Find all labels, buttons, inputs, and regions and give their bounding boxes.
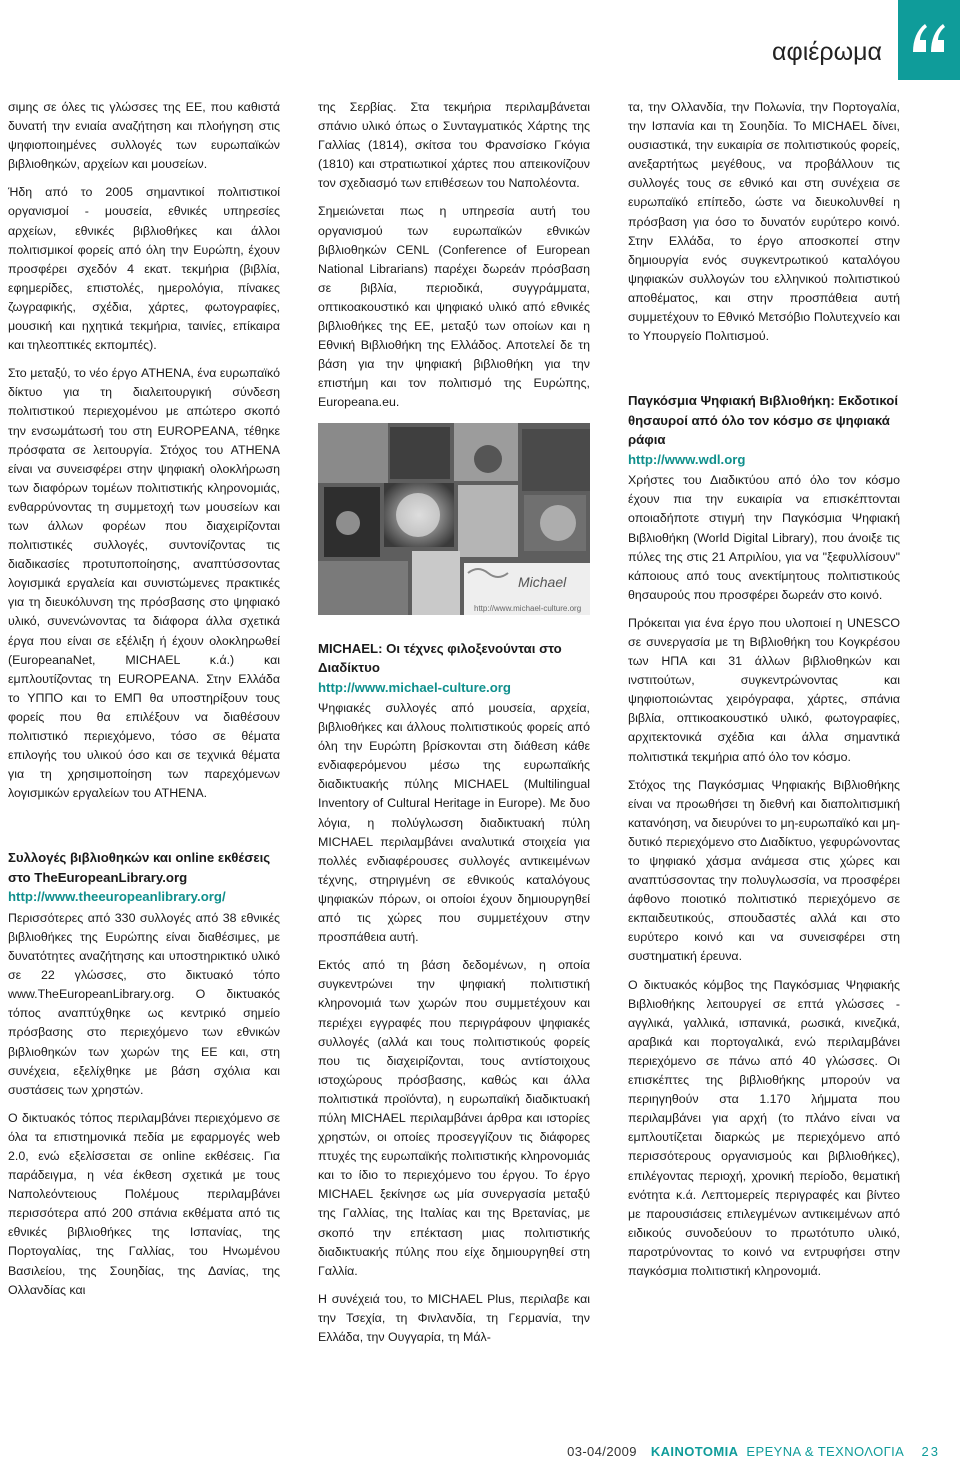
paragraph: Στόχος της Παγκόσμιας Ψηφιακής Βιβλιοθήκης είναι να προωθήσει τη διεθνή και διαπολιτισμική κατανόηση, να διευρύνει το μη-ευρωπαϊκό και μη-δυτικό περιεχόμενο στο Διαδίκτυο, γεφυρώνοντας το ψηφιακό χάσμα ανάμεσα στις χώρες και αναπτύσσοντας την πολυγλωσσία, να προσφέρει άφθονο ποιοτικό πολιτιστικό περιεχόμενο σε εκπαιδευτικούς, σπουδαστές αλλά και στο ευρύτερο κοινό και να συνεισφέρει στη συστηματική έρευνα.	[628, 777, 900, 964]
issue-date: 03-04/2009	[567, 1444, 637, 1459]
paragraph: Ο δικτυακός κόμβος της Παγκόσμιας Ψηφιακής Βιβλιοθήκης λειτουργεί σε επτά γλώσσες - αγγλικά, γαλλικά, ισπανικά, ρωσικά, κινεζικά, αραβικά και πορτογαλικά, ενώ περιλαμβάνει περιεχόμενο σε πάνω από 40 γλώσσες. Οι επισκέπτες της βιβλιοθήκης μπορούν να περιηγηθούν στα 1.170 λήμματα που περιλαμβάνει για αρχή (το πλάνο είναι να εμπλουτίζεται διαρκώς με περιεχόμενο από περισσότερους οργανισμούς και βιβλιοθήκες), επιλέγοντας περιοχή, χρονική περίοδο, θεματική ενότητα κ.ά. Λεπτομερείς περιγραφές και βίντεο με παρουσιάσεις επιλεγμένων αντικειμένων από ειδικούς συνοδεύουν το πρωτότυπο υλικό, παροτρύνοντας το κοινό να εντρυφήσει στην παγκόσμια πολιτιστική κληρονομιά.	[628, 977, 900, 1278]
paragraph: τα, την Ολλανδία, την Πολωνία, την Πορτογαλία, την Ισπανία και τη Σουηδία. Το MICHAEL δίνει, ουσιαστικά, την ευκαιρία σε πολιτιστικούς φορείς, ανεξαρτήτως μεγέθους, να προβάλλουν τις συλλογές τους σε εθνικό και στη συνέχεια σε ευρωπαϊκό επίπεδο, ώστε να διευκολυνθεί η πρόσβαση για όσο το δυνατόν ευρύτερο κοινό. Στην Ελλάδα, το έργο αποσκοπεί στην δημιουργία ενός συγκεντρωτικού καταλόγου ψηφιακών συλλογών του ελληνικού πολιτιστικού αποθέματος, και στην προσπάθεια αυτή συμμετέχουν το Εθνικό Μετσόβιο Πολυτεχνείο και το Υπουργείο Πολιτισμού.	[628, 100, 900, 344]
paragraph: Πρόκειται για ένα έργο που υλοποιεί η UNESCO σε συνεργασία με τη Βιβλιοθήκη του Κογκρέσου των ΗΠΑ και 31 άλλων βιβλιοθηκών και ινστιτούτων, συγκεντρώνοντας και ψηφιοποιώντας χειρόγραφα, χάρτες, σπάνια βιβλία, οπτικοακουστικό υλικό, φωτογραφίες, αρχιτεκτονικά σχέδια και άλλα σημαντικά πολιτιστικά τεκμήρια από όλο τον κόσμο.	[628, 615, 900, 764]
europeanlibrary-link[interactable]: http://www.theeuropeanlibrary.org/	[8, 889, 226, 905]
spacer	[8, 812, 280, 848]
section-heading-wdl	[628, 391, 900, 469]
paragraph: Ήδη από το 2005 σημαντικοί πολιτιστικοί οργανισμοί - μουσεία, εθνικές υπηρεσίες αρχείων, εθνικές βιβλιοθήκες και άλλοι πολιτισμικοί φορείς από όλη την Ευρώπη, έχουν προσφέρει σχεδόν 4 εκατ. τεκμήρια (βιβλία, εφημερίδες, επιστολές, ημερολόγια, πίνακες ζωγραφικής, σχέδια, χάρτες, φωτογραφίες, μουσική και ηχητικά τεκμήρια, ταινίες, επίκαιρα και τηλεοπτικές εκπομπές).	[8, 185, 280, 353]
section-heading-europeanlibrary	[8, 848, 280, 907]
paragraph: Σημειώνεται πως η υπηρεσία αυτή του οργανισμού των ευρωπαϊκών εθνικών βιβλιοθηκών CENL (Conference of European National Librarians) παρέχει δωρεάν πρόσβαση σε βιβλία, περιοδικά, συγγράμματα, οπτικοακουστικό και ψηφιακό υλικό από εθνικές βιβλιοθήκες της ΕΕ, μεταξύ των οποίων και η Εθνική Βιβλιοθήκη της Ελλάδος. Αποτελεί δε τη βάση για την ψηφιακή βιβλιοθήκη για την επιστήμη και τον πολιτισμό της Ευρώπης, Europeana.eu.	[318, 204, 590, 410]
michael-collage-image	[318, 423, 590, 615]
wdl-link[interactable]: http://www.wdl.org	[628, 451, 746, 467]
page-footer	[567, 1444, 940, 1459]
paragraph: Εκτός από τη βάση δεδομένων, η οποία συγκεντρώνει την ψηφιακή πολιτιστική κληρονομιά των χωρών που συμμετέχουν και περιέχει εγγραφές που περιγράφουν ψηφιακές συλλογές (αλλά και τους πολιτιστικούς φορείς που τις διαχειρίζονται, τους αντίστοιχους ιστοχώρους πρόσβασης, καθώς και άλλα πολιτιστικά προϊόντα), η ευρωπαϊκή διαδικτυακή πύλη MICHAEL περιλαμβάνει άρθρα και ιστορίες χρηστών, οι οποίες προσεγγίζουν τις διάφορες πτυχές της ευρωπαϊκής πολιτιστικής κληρονομιάς και το ίδιο το περιεχόμενο του έργου. Το έργο MICHAEL ξεκίνησε ως μία συνεργασία μεταξύ της Γαλλίας, της Ιταλίας και της Βρετανίας, με σκοπό την επέκταση μιας πολιτιστικής διαδικτυακής πύλης που είχε δημιουργηθεί στη Γαλλία.	[318, 958, 590, 1278]
heading-text: Συλλογές βιβλιοθηκών και online εκθέσεις στο TheEuropeanLibrary.org	[8, 850, 271, 885]
heading-text: Παγκόσμια Ψηφιακή Βιβλιοθήκη: Εκδοτικοί θησαυροί από όλο τον κόσμο σε ψηφιακά ράφια	[628, 393, 898, 448]
section-heading-michael	[318, 639, 590, 698]
column-1	[8, 98, 280, 1309]
paragraph: σιμης σε όλες τις γλώσσες της ΕΕ, που καθιστά δυνατή την ενιαία αναζήτηση και πλοήγηση στις ψηφιοποιημένες συλλογές των ευρωπαϊκών βιβλιοθηκών, αρχείων και μουσείων.	[8, 100, 280, 172]
quote-mark-box	[898, 0, 960, 80]
paragraph: της Σερβίας. Στα τεκμήρια περιλαμβάνεται σπάνιο υλικό όπως ο Συνταγματικός Χάρτης της Γαλλίας (1814), σκίτσα του Φρανσίσκο Γκόγια (1810) και στρατιωτικοί χάρτες που απεικονίζουν τον σχεδιασμό των επιθέσεων του Ναπολέοντα.	[318, 100, 590, 191]
column-2	[318, 98, 590, 1356]
spacer	[628, 355, 900, 391]
paragraph: Χρήστες του Διαδικτύου από όλο τον κόσμο έχουν πια την ευκαιρία να επισκέπτονται οποιαδήποτε στιγμή την Παγκόσμια Ψηφιακή Βιβλιοθήκη (World Digital Library), που άνοιξε τις πύλες της στις 21 Απριλίου, για να "ξεφυλλίσουν" κάποιους από τους ανεκτίμητους πολιτιστικούς θησαυρούς που προσφέρει δωρεάν στο κοινό.	[628, 473, 900, 602]
column-3	[628, 98, 900, 1290]
collage-caption: Michael	[518, 573, 567, 590]
paragraph: Ψηφιακές συλλογές από μουσεία, αρχεία, βιβλιοθήκες και άλλους πολιτιστικούς φορείς από όλη την Ευρώπη βρίσκονται στη διάθεση κάθε ενδιαφερόμενου μέσω της ευρωπαϊκής διαδικτυακής πύλης MICHAEL (Multilingual Inventory of Cultural Heritage in Europe). Με δυο λόγια, η πολύγλωσση διαδικτυακή πύλη MICHAEL περιλαμβάνει αναλυτικά στοιχεία για πολλές ενδιαφέρουσες συλλογές αντικειμένων τέχνης, στηριγμένη σε εθνικούς καταλόγους ψηφιακών πόρων, οι οποίοι έχουν δημιουργηθεί από τις χώρες που συμμετέχουν στην προσπάθεια αυτή.	[318, 701, 590, 945]
collage-url-text: http://www.michael-culture.org	[474, 603, 582, 613]
section-title: αφιέρωμα	[772, 38, 882, 66]
michael-link[interactable]: http://www.michael-culture.org	[318, 679, 511, 695]
quote-mark-icon	[909, 22, 949, 58]
heading-text: MICHAEL: Οι τέχνες φιλοξενούνται στο Διαδίκτυο	[318, 640, 562, 675]
paragraph: Στο μεταξύ, το νέο έργο ATHENA, ένα ευρωπαϊκό δίκτυο για τη διαλειτουργική σύνδεση πολιτιστικού περιεχομένου με απώτερο σκοπό την ενσωμάτωσή του στη EUROPEANA, τέθηκε πρόσφατα σε λειτουργία. Στόχος του ATHENA είναι να συνεισφέρει στην ψηφιακή ολοκλήρωση των διαφόρων τομέων πολιτιστικής κληρονομιάς, ενθαρρύνοντας τη συμμετοχή των μουσείων και των άλλων φορέων που διαχειρίζονται πολιτιστικές συλλογές, συντονίζοντας τις διαδικασίες προτυποποίησης, αναπτύσσοντας λογισμικά εργαλεία και συνιστώμενες πρακτικές για τη διευκόλυνση της πρόσβασης στο ψηφιακό υλικό, συνενώνοντας τα διάφορα άλλα σχετικά έργα που είναι σε εξέλιξη ή έχουν ολοκληρωθεί (EuropeanaNet, MICHAEL κ.ά.) και εμπλουτίζοντας τη EUROPEANA. Στην Ελλάδα το ΥΠΠΟ και το ΕΜΠ θα υποστηρίξουν τους φορείς που θα επιλέξουν να διαθέσουν πολιτιστικό περιεχόμενο, τόσο σε θέματα επιλογής του υλικού όσο και σε τεχνικά θέματα για τη χρησιμοποίηση των παρεχόμενων λογισμικών εργαλείων του ATHENA.	[8, 366, 280, 801]
page-number: 23	[921, 1444, 940, 1459]
paragraph: Ο δικτυακός τόπος περιλαμβάνει περιεχόμενο σε όλα τα επιστημονικά πεδία με εφαρμογές web 2.0, ενώ εξελίσσεται σε online εκθέσεις. Για παράδειγμα, η νέα έκθεση σχετικά με τους Ναπολεόντειους Πολέμους περιλαμβάνει περισσότερα από 200 σπάνια εκθέματα από τις εθνικές βιβλιοθήκες της Ισπανίας, της Πορτογαλίας, της Γαλλίας, του Ηνωμένου Βασιλείου, της Σουηδίας, της Δανίας, της Ολλανδίας και	[8, 1110, 280, 1297]
paragraph: Περισσότερες από 330 συλλογές από 38 εθνικές βιβλιοθήκες της Ευρώπης είναι διαθέσιμες, με δυνατότητες αναζήτησης και υποστηρικτικό υλικό σε 22 γλώσσες, στο δικτυακό τόπο www.TheEuropeanLibrary.org. Ο δικτυακός τόπος αναπτύχθηκε ως κεντρικό σημείο πρόσβασης στο περιεχόμενο των εθνικών βιβλιοθηκών των χωρών της ΕΕ και, στη συνέχεια, εξελίχθηκε με βάση σχόλια και συστάσεις των χρηστών.	[8, 910, 280, 1097]
paragraph: Η συνέχειά του, το MICHAEL Plus, περιλαβε και την Τσεχία, τη Φινλανδία, τη Γερμανία, την Ελλάδα, την Ουγγαρία, τη Μάλ-	[318, 1291, 590, 1344]
magazine-tagline: ΕΡΕΥΝΑ & ΤΕΧΝΟΛΟΓΙΑ	[746, 1444, 904, 1459]
magazine-brand: ΚΑΙΝΟΤΟΜΙΑ	[650, 1444, 739, 1459]
